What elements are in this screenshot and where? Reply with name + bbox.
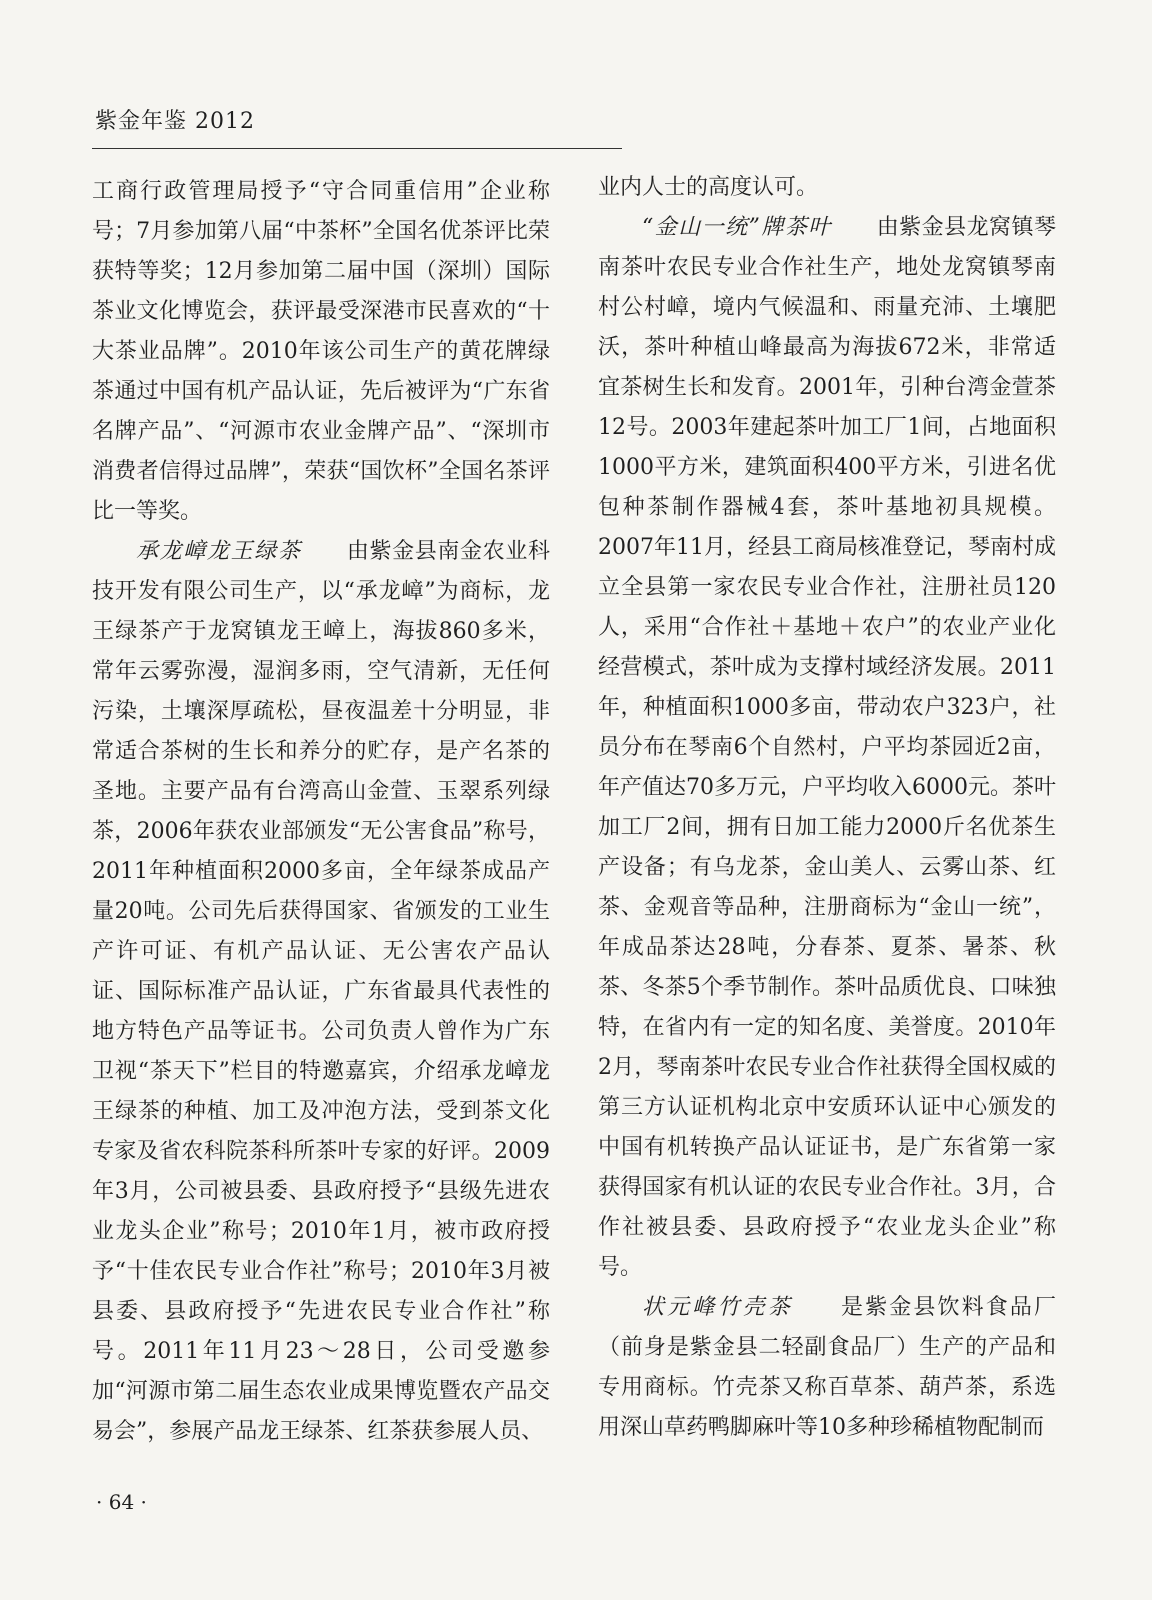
header-rule bbox=[92, 148, 622, 149]
entry-chenglongzhang bbox=[92, 532, 550, 1452]
entry-title: 承龙嶂龙王绿茶 bbox=[136, 539, 302, 564]
running-header: 紫金年鉴 2012 bbox=[95, 109, 255, 134]
entry-title: 状元峰竹壳茶 bbox=[642, 1295, 793, 1320]
entry-body: 由紫金县南金农业科技开发有限公司生产，以“承龙嶂”为商标，龙王绿茶产于龙窝镇龙王嶂上，海拔860多米，常年云雾弥漫，湿润多雨，空气清新，无任何污染，土壤深厚疏松，昼夜温差十分明显，非常适合茶树的生长和养分的贮存，是产名茶的圣地。主要产品有台湾高山金萱、玉翠系列绿茶，2006年获农业部颁发“无公害食品”称号，2011年种植面积2000多亩，全年绿茶成品产量20吨。公司先后获得国家、省颁发的工业生产许可证、有机产品认证、无公害农产品认证、国际标准产品认证，广东省最具代表性的地方特色产品等证书。公司负责人曾作为广东卫视“茶天下”栏目的特邀嘉宾，介绍承龙嶂龙王绿茶的种植、加工及冲泡方法，受到茶文化专家及省农科院茶科所茶叶专家的好评。2009年3月，公司被县委、县政府授予“县级先进农业龙头企业”称号；2010年1月，被市政府授予“十佳农民专业合作社”称号；2010年3月被县委、县政府授予“先进农民专业合作社”称号。2011年11月23～28日，公司受邀参加“河源市第二届生态农业成果博览暨农产品交易会”，参展产品龙王绿茶、红茶获参展人员、 bbox=[92, 539, 550, 1444]
right-column bbox=[598, 168, 1056, 1448]
entry-zhuangyuanfeng bbox=[598, 1288, 1056, 1448]
left-column bbox=[92, 172, 550, 1452]
paragraph-continued: 业内人士的高度认可。 bbox=[598, 175, 819, 200]
paragraph-continued: 工商行政管理局授予“守合同重信用”企业称号；7月参加第八届“中茶杯”全国名优茶评比荣获特等奖；12月参加第二届中国（深圳）国际茶业文化博览会，获评最受深港市民喜欢的“十大茶业品牌”。2010年该公司生产的黄花牌绿茶通过中国有机产品认证，先后被评为“广东省名牌产品”、“河源市农业金牌产品”、“深圳市消费者信得过品牌”，荣获“国饮杯”全国名茶评比一等奖。 bbox=[92, 179, 550, 524]
page-number: · 64 · bbox=[96, 1490, 147, 1514]
entry-title: “金山一统”牌茶叶 bbox=[642, 215, 832, 240]
entry-body: 是紫金县饮料食品厂（前身是紫金县二轻副食品厂）生产的产品和专用商标。竹壳茶又称百草茶、葫芦茶，系选用深山草药鸭脚麻叶等10多种珍稀植物配制而 bbox=[598, 1295, 1056, 1440]
entry-jinshanyitong bbox=[598, 208, 1056, 1288]
entry-body: 由紫金县龙窝镇琴南茶叶农民专业合作社生产，地处龙窝镇琴南村公村嶂，境内气候温和、雨量充沛、土壤肥沃，茶叶种植山峰最高为海拔672米，非常适宜茶树生长和发育。2001年，引种台湾金萱茶12号。2003年建起茶叶加工厂1间，占地面积1000平方米，建筑面积400平方米，引进名优包种茶制作器械4套，茶叶基地初具规模。2007年11月，经县工商局核准登记，琴南村成立全县第一家农民专业合作社，注册社员120人，采用“合作社＋基地＋农户”的农业产业化经营模式，茶叶成为支撑村域经济发展。2011年，种植面积1000多亩，带动农户323户，社员分布在琴南6个自然村，户平均茶园近2亩，年产值达70多万元，户平均收入6000元。茶叶加工厂2间，拥有日加工能力2000斤名优茶生产设备；有乌龙茶，金山美人、云雾山茶、红茶、金观音等品种，注册商标为“金山一统”，年成品茶达28吨，分春茶、夏茶、暑茶、秋茶、冬茶5个季节制作。茶叶品质优良、口味独特，在省内有一定的知名度、美誉度。2010年2月，琴南茶叶农民专业合作社获得全国权威的第三方认证机构北京中安质环认证中心颁发的中国有机转换产品认证证书，是广东省第一家获得国家有机认证的农民专业合作社。3月，合作社被县委、县政府授予“农业龙头企业”称号。 bbox=[598, 215, 1056, 1280]
